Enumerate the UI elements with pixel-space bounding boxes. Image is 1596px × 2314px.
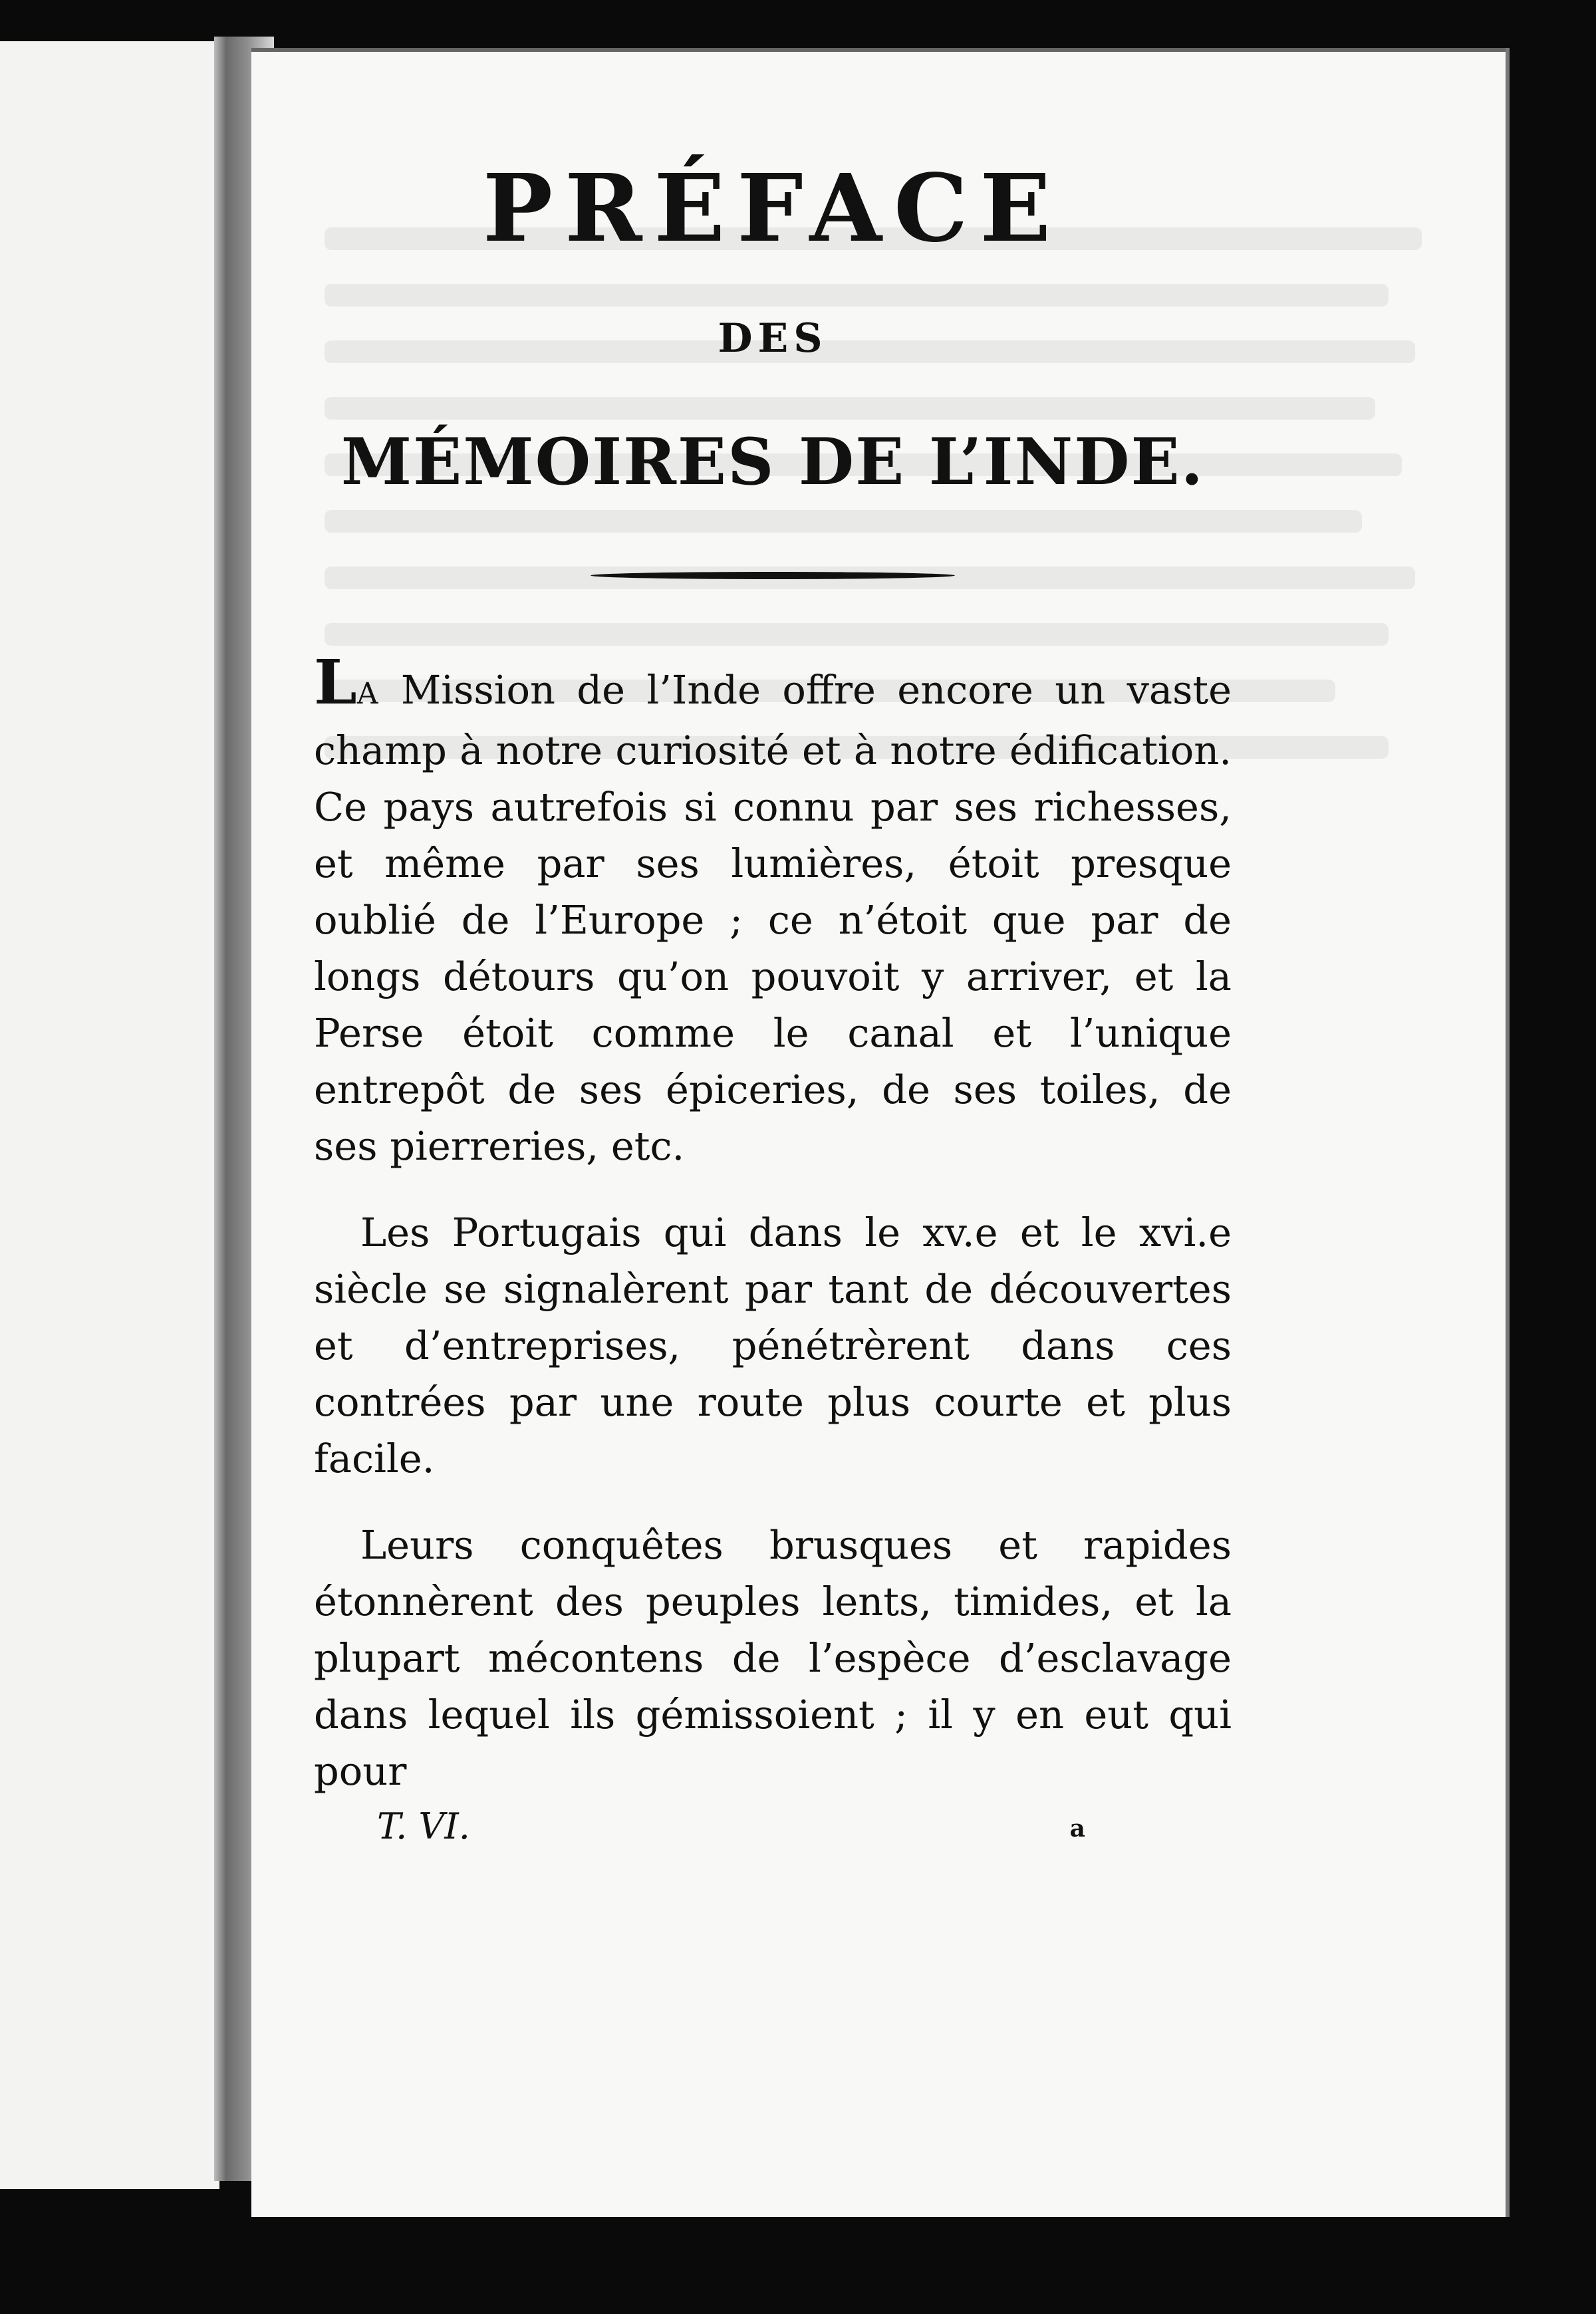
subtitle-memoires: MÉMOIRES DE L’INDE.: [340, 424, 1205, 499]
subtitle-des: DES: [718, 315, 828, 362]
preface-title: PRÉFACE: [482, 154, 1063, 263]
body-text: [314, 646, 1232, 1799]
volume-mark: T. VI.: [377, 1805, 470, 1847]
paragraph-1: [314, 646, 1232, 1174]
ornamental-rule: [591, 572, 955, 579]
drop-cap: L: [314, 646, 357, 718]
signature-mark: a: [1069, 1814, 1085, 1843]
page-content: [314, 153, 1232, 1852]
paragraph-2: Les Portugais qui dans le xv.e et le xvi.e siècle se signalèrent par tant de découvertes et d’entreprises, pénétrèrent dans ces contrées par une route plus courte et plus facile.: [314, 1209, 1232, 1481]
paragraph-3: Leurs conquêtes brusques et rapides étonnèrent des peuples lents, timides, et la plupart mécontens de l’espèce d’esclavage dans lequel ils gémissoient ; il y en eut qui pour: [314, 1521, 1232, 1794]
left-page-edge: [0, 41, 219, 2189]
paragraph-1-text: Mission de l’Inde offre encore un vaste champ à notre curiosité et à notre édification. Ce pays autrefois si connu par ses richesses, et même par ses lumières, étoit presque oublié de l’Europe ; ce n’étoit que par de longs détours qu’on pouvoit y arriver, et la Perse étoit comme le canal et l’unique entrepôt de ses épiceries, de ses toiles, de ses pierreries, etc.: [314, 666, 1232, 1169]
page-footer: [314, 1805, 1232, 1852]
small-cap: A: [356, 676, 380, 711]
